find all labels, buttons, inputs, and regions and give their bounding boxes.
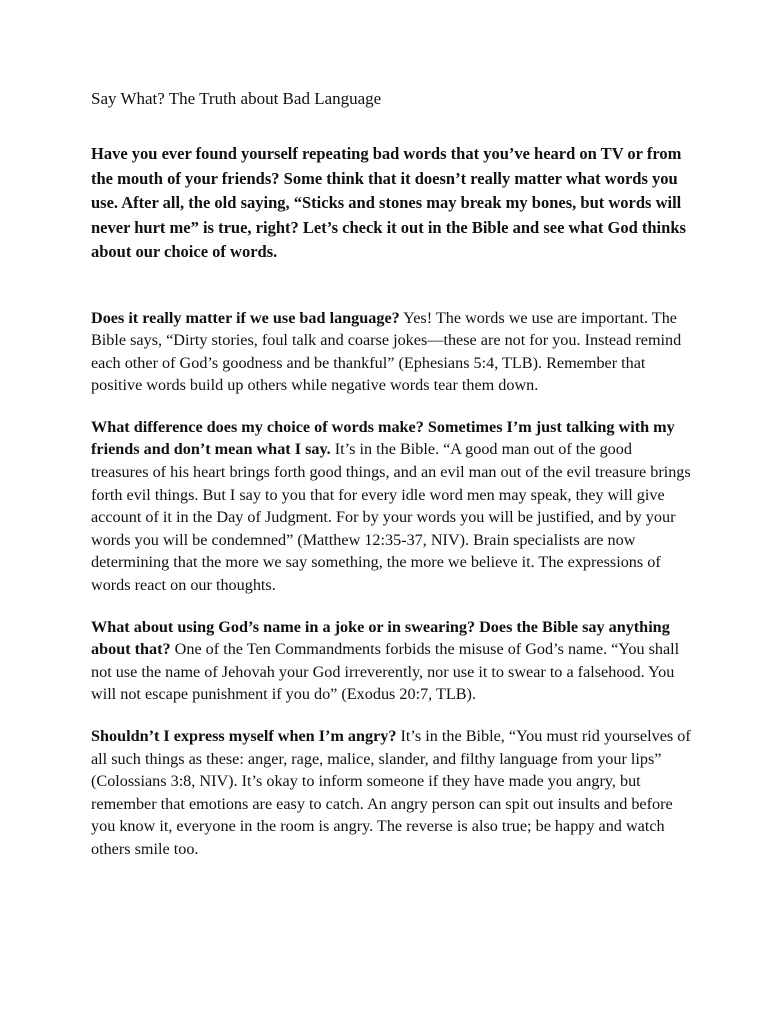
section-question: Shouldn’t I express myself when I’m angry? — [91, 727, 397, 745]
section-answer: One of the Ten Commandments forbids the misuse of God’s name. “You shall not use the name of Jehovah your God irreverently, nor use it to swear to a falsehood. You will not escape punishment if you do” (Exodus 20:7, TLB). — [91, 640, 680, 704]
document-page — [91, 88, 691, 880]
section-question: Does it really matter if we use bad language? — [91, 308, 400, 327]
section-answer: It’s in the Bible. “A good man out of the good treasures of his heart brings forth good things, and an evil man out of the evil treasure brings forth evil things. But I say to you that for every idle word men may speak, they will give account of it in the Day of Judgment. For by your words you will be justified, and by your words you will be condemned” (Matthew 12:35-37, NIV). Brain specialists are now determining that the more we say something, the more we believe it. The expressions of words react on our thoughts. — [91, 440, 691, 595]
section-paragraph — [91, 307, 691, 397]
section-answer: It’s in the Bible, “You must rid yourselves of all such things as these: anger, rage, malice, slander, and filthy language from your lips” (Colossians 3:8, NIV). It’s okay to inform someone if they have made you angry, but remember that emotions are easy to catch. An angry person can spit out insults and before you know it, everyone in the room is angry. The reverse is also true; be happy and watch others smile too. — [91, 727, 691, 858]
section-answer: Yes! The words we use are important. The Bible says, “Dirty stories, foul talk and coarse jokes—these are not for you. Instead remind each other of God’s goodness and be thankful” (Ephesians 5:4, TLB). Remember that positive words build up others while negative words tear them down. — [91, 308, 682, 395]
section-question: What about using God’s name in a joke or in swearing? Does the Bible say anything about that? — [91, 617, 670, 659]
intro-paragraph: Have you ever found yourself repeating bad words that you’ve heard on TV or from the mouth of your friends? Some think that it doesn’t really matter what words you use. After all, the old saying, “Sticks and stones may break my bones, but words will never hurt me” is true, right? Let’s check it out in the Bible and see what God thinks about our choice of words. — [91, 144, 686, 261]
section-paragraph — [91, 416, 691, 597]
section-paragraph — [91, 725, 691, 861]
page-title: Say What? The Truth about Bad Language — [91, 89, 382, 108]
section-paragraph — [91, 616, 691, 706]
section-question: What difference does my choice of words make? Sometimes I’m just talking with my friends and don’t mean what I say. — [91, 417, 675, 459]
